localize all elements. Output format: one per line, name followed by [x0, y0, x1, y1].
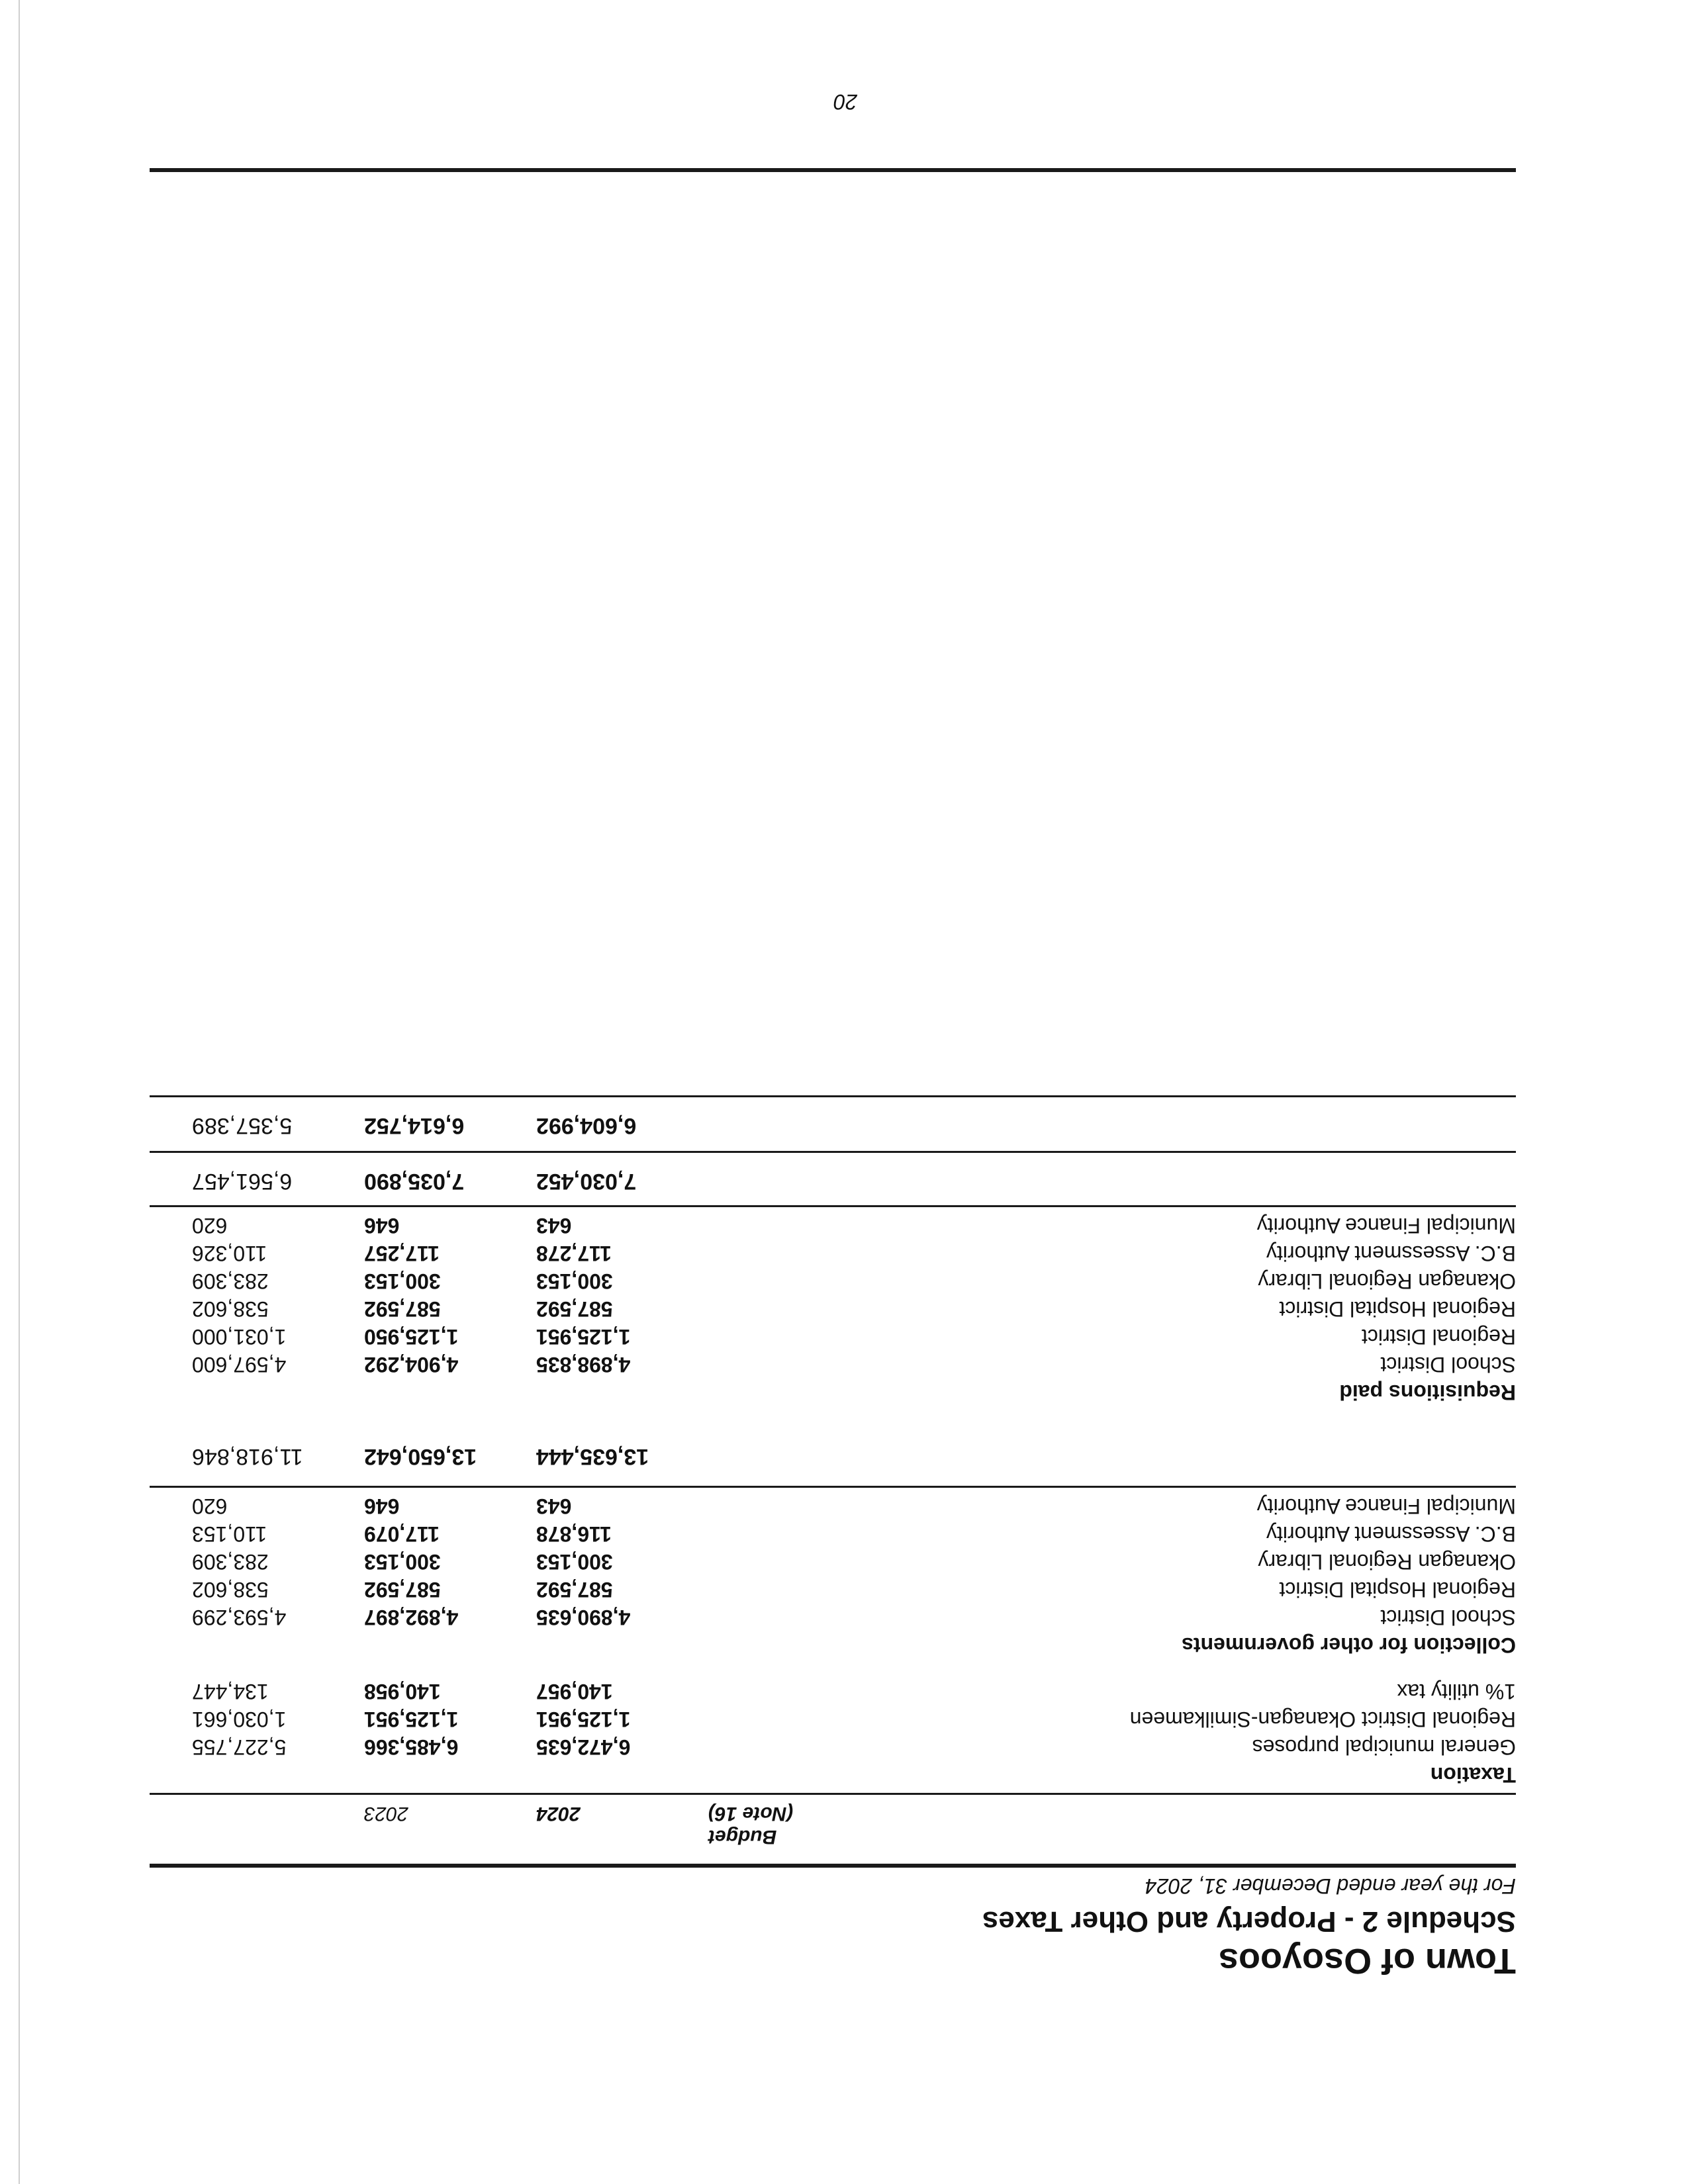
budget-value: 643	[536, 1214, 572, 1238]
total-2023: 6,561,457	[192, 1169, 293, 1194]
net-total-row	[150, 1111, 1516, 1138]
table-row	[150, 1546, 1516, 1574]
value-2023: 620	[192, 1214, 228, 1238]
row-label: B.C. Assessment Authority	[1266, 1242, 1516, 1265]
column-header-rule	[150, 1793, 1516, 1795]
table-row	[150, 1490, 1516, 1518]
budget-value: 116,878	[536, 1522, 612, 1546]
row-label: School District	[1380, 1353, 1516, 1377]
value-2024: 6,485,366	[364, 1735, 459, 1759]
table-row	[150, 1210, 1516, 1238]
budget-total: 7,030,452	[536, 1169, 637, 1194]
total-2024: 13,650,642	[364, 1444, 477, 1469]
document-title: Town of Osoyoos	[1219, 1941, 1516, 1981]
value-2023: 1,031,000	[192, 1325, 287, 1349]
budget-value: 587,592	[536, 1297, 613, 1321]
net-2024: 6,614,752	[364, 1113, 465, 1138]
value-2023: 5,227,755	[192, 1735, 287, 1759]
section-heading-requisitions: Requisitions paid	[1339, 1381, 1516, 1404]
budget-value: 1,125,951	[536, 1325, 631, 1349]
value-2024: 117,257	[364, 1242, 440, 1265]
budget-value: 4,898,835	[536, 1353, 631, 1377]
header-rule	[150, 1864, 1516, 1868]
value-2023: 4,593,299	[192, 1606, 287, 1629]
value-2024: 646	[364, 1494, 400, 1518]
table-row	[150, 1602, 1516, 1629]
table-row	[150, 1349, 1516, 1377]
budget-value: 300,153	[536, 1550, 613, 1574]
total-2023: 11,918,846	[192, 1444, 303, 1469]
value-2023: 1,030,661	[192, 1707, 287, 1731]
subtotal-rule	[150, 1205, 1516, 1207]
value-2023: 283,309	[192, 1550, 269, 1574]
table-row	[150, 1731, 1516, 1759]
scan-margin-line	[19, 0, 20, 2184]
row-label: Municipal Finance Authority	[1256, 1494, 1516, 1518]
budget-value: 4,890,635	[536, 1606, 631, 1629]
value-2023: 538,602	[192, 1578, 269, 1602]
row-label: B.C. Assessment Authority	[1266, 1522, 1516, 1546]
column-header-2024: 2024	[536, 1803, 581, 1825]
value-2023: 283,309	[192, 1269, 269, 1293]
subtotal-rule	[150, 1486, 1516, 1488]
section-heading-taxation: Taxation	[1430, 1763, 1516, 1787]
footer-rule	[150, 168, 1516, 172]
value-2024: 300,153	[364, 1269, 441, 1293]
budget-value: 643	[536, 1494, 572, 1518]
table-row	[150, 1238, 1516, 1265]
column-header-budget-note: (Note 16)	[708, 1803, 794, 1825]
budget-value: 6,472,635	[536, 1735, 631, 1759]
row-label: General municipal purposes	[1252, 1735, 1516, 1759]
net-rule	[150, 1151, 1516, 1153]
table-row	[150, 1574, 1516, 1602]
value-2024: 140,958	[364, 1680, 441, 1704]
row-label: Municipal Finance Authority	[1256, 1214, 1516, 1238]
column-header-budget: Budget	[708, 1826, 777, 1848]
table-row	[150, 1518, 1516, 1546]
value-2023: 4,597,600	[192, 1353, 287, 1377]
net-underline	[150, 1095, 1516, 1097]
budget-net: 6,604,992	[536, 1113, 637, 1138]
reporting-period: For the year ended December 31, 2024	[1145, 1874, 1516, 1898]
value-2023: 538,602	[192, 1297, 269, 1321]
row-label: School District	[1380, 1606, 1516, 1629]
table-row	[150, 1293, 1516, 1321]
row-label: Regional District	[1362, 1325, 1516, 1349]
table-row	[150, 1704, 1516, 1731]
value-2023: 134,447	[192, 1680, 269, 1704]
value-2024: 1,125,951	[364, 1707, 459, 1731]
row-label: Regional Hospital District	[1279, 1578, 1516, 1602]
row-label: Regional District Okanagan-Similkameen	[1129, 1707, 1516, 1731]
budget-value: 1,125,951	[536, 1707, 631, 1731]
value-2024: 4,892,897	[364, 1606, 459, 1629]
value-2023: 620	[192, 1494, 228, 1518]
row-label: Okanagan Regional Library	[1258, 1269, 1516, 1293]
budget-total: 13,635,444	[536, 1444, 649, 1469]
requisitions-total-row	[150, 1166, 1516, 1194]
table-row	[150, 1676, 1516, 1704]
schedule-title: Schedule 2 - Property and Other Taxes	[982, 1905, 1516, 1938]
value-2024: 646	[364, 1214, 400, 1238]
budget-value: 587,592	[536, 1578, 613, 1602]
value-2023: 110,326	[192, 1242, 267, 1265]
value-2024: 300,153	[364, 1550, 441, 1574]
row-label: Okanagan Regional Library	[1258, 1550, 1516, 1574]
section-heading-collection: Collection for other governments	[1182, 1633, 1516, 1657]
collection-total-row	[150, 1441, 1516, 1469]
total-2024: 7,035,890	[364, 1169, 465, 1194]
value-2024: 587,592	[364, 1297, 441, 1321]
value-2024: 117,079	[364, 1522, 440, 1546]
value-2024: 4,904,292	[364, 1353, 459, 1377]
table-row	[150, 1321, 1516, 1349]
row-label: Regional Hospital District	[1279, 1297, 1516, 1321]
budget-value: 300,153	[536, 1269, 613, 1293]
value-2023: 110,153	[192, 1522, 267, 1546]
table-row	[150, 1265, 1516, 1293]
value-2024: 1,125,950	[364, 1325, 459, 1349]
value-2024: 587,592	[364, 1578, 441, 1602]
net-2023: 5,357,389	[192, 1113, 293, 1138]
budget-value: 140,957	[536, 1680, 613, 1704]
row-label: 1% utility tax	[1397, 1680, 1516, 1704]
column-header-2023: 2023	[364, 1803, 408, 1825]
budget-value: 117,278	[536, 1242, 612, 1265]
page-number: 20	[833, 90, 857, 114]
